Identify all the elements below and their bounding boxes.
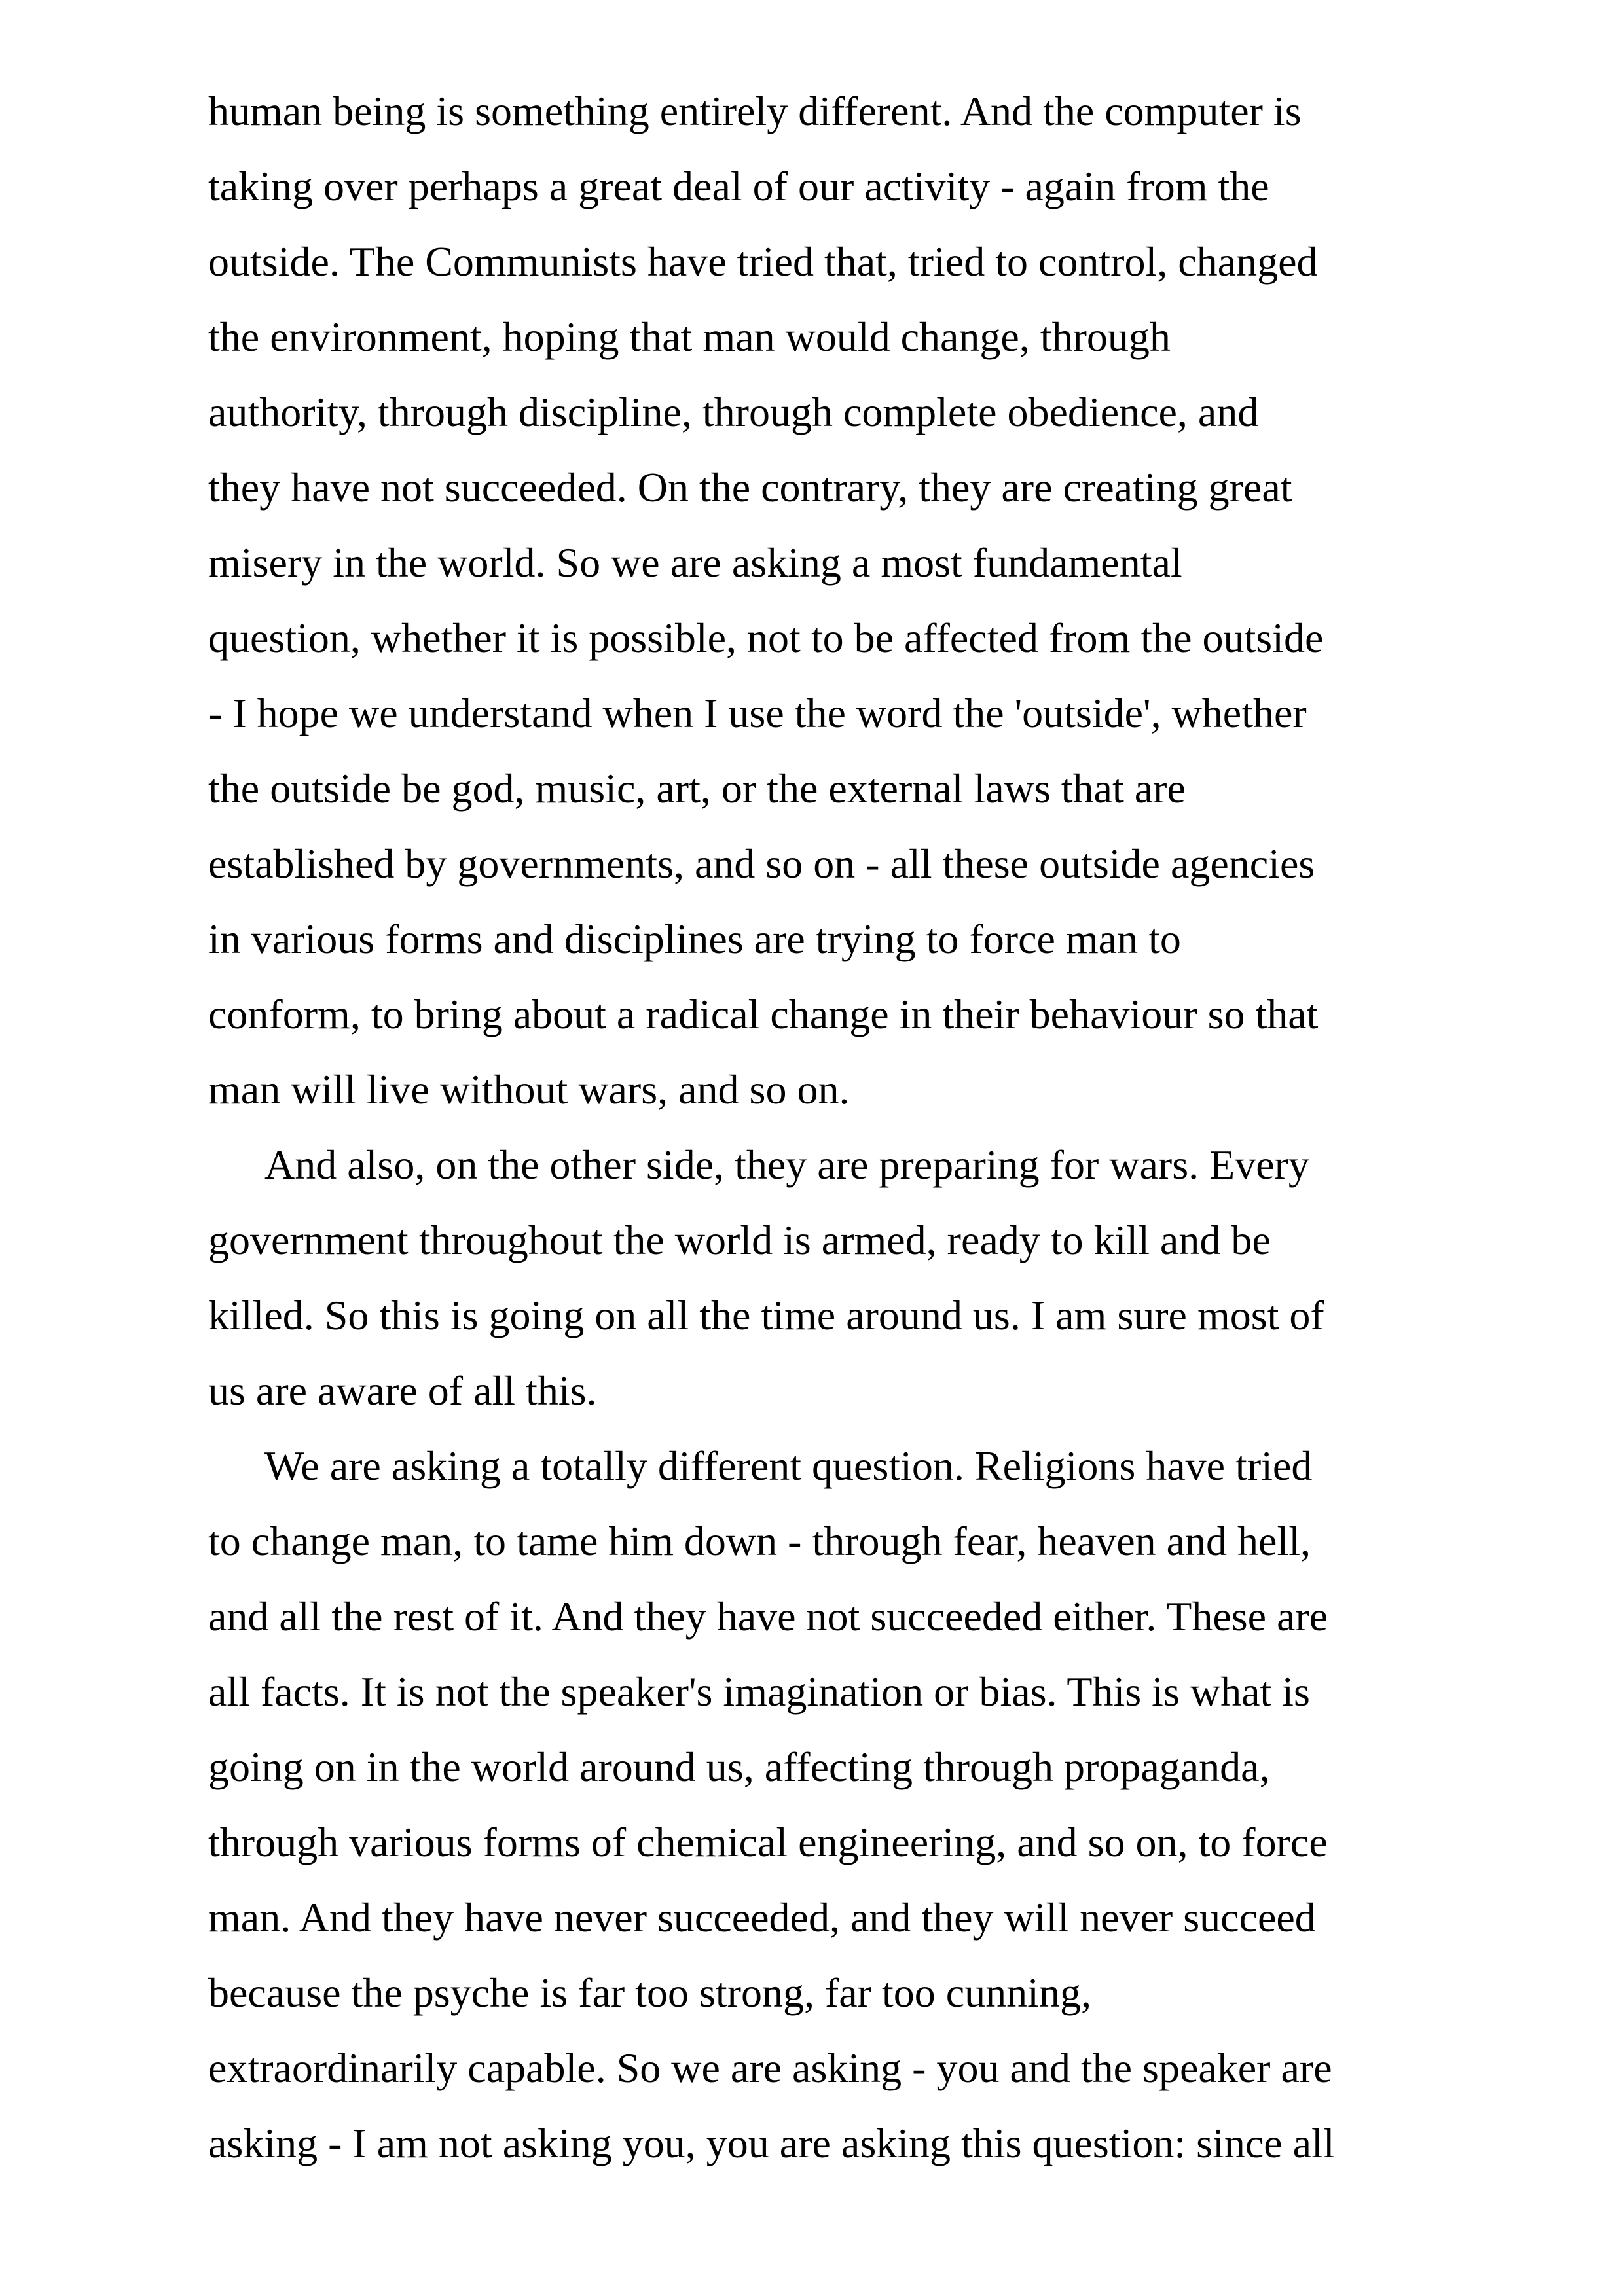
text-line: And also, on the other side, they are preparing for wars. Every bbox=[264, 1141, 1309, 1188]
text-line: they have not succeeded. On the contrary, they are creating great bbox=[208, 464, 1292, 511]
document-page bbox=[208, 73, 1439, 2181]
paragraph-1 bbox=[208, 73, 1439, 1127]
paragraph-3 bbox=[208, 1428, 1439, 2181]
text-line: all facts. It is not the speaker's imagination or bias. This is what is bbox=[208, 1668, 1310, 1715]
text-line: - I hope we understand when I use the word the 'outside', whether bbox=[208, 690, 1307, 736]
text-line: outside. The Communists have tried that, tried to control, changed bbox=[208, 238, 1318, 285]
text-line: asking - I am not asking you, you are asking this question: since all bbox=[208, 2120, 1335, 2166]
text-line: government throughout the world is armed, ready to kill and be bbox=[208, 1217, 1271, 1263]
text-line: killed. So this is going on all the time around us. I am sure most of bbox=[208, 1292, 1324, 1338]
text-line: misery in the world. So we are asking a most fundamental bbox=[208, 539, 1182, 586]
text-line: question, whether it is possible, not to be affected from the outside bbox=[208, 615, 1324, 661]
text-line: and all the rest of it. And they have not succeeded either. These are bbox=[208, 1593, 1328, 1640]
text-line: the environment, hoping that man would change, through bbox=[208, 314, 1171, 360]
text-line: We are asking a totally different question. Religions have tried bbox=[264, 1443, 1313, 1489]
text-line: man will live without wars, and so on. bbox=[208, 1066, 850, 1113]
text-line: human being is something entirely different. And the computer is bbox=[208, 88, 1302, 134]
text-line: going on in the world around us, affecting through propaganda, bbox=[208, 1744, 1270, 1790]
text-line: authority, through discipline, through complete obedience, and bbox=[208, 389, 1259, 435]
text-line: extraordinarily capable. So we are asking - you and the speaker are bbox=[208, 2045, 1332, 2091]
text-line: man. And they have never succeeded, and they will never succeed bbox=[208, 1894, 1316, 1941]
text-line: the outside be god, music, art, or the external laws that are bbox=[208, 765, 1186, 812]
text-line: in various forms and disciplines are trying to force man to bbox=[208, 916, 1181, 962]
text-line: us are aware of all this. bbox=[208, 1367, 597, 1414]
text-line: through various forms of chemical engineering, and so on, to force bbox=[208, 1819, 1328, 1865]
text-line: because the psyche is far too strong, far too cunning, bbox=[208, 1969, 1091, 2016]
text-line: taking over perhaps a great deal of our activity - again from the bbox=[208, 163, 1269, 209]
paragraph-2 bbox=[208, 1127, 1439, 1428]
text-line: conform, to bring about a radical change in their behaviour so that bbox=[208, 991, 1319, 1037]
text-line: to change man, to tame him down - through fear, heaven and hell, bbox=[208, 1518, 1311, 1564]
text-line: established by governments, and so on - all these outside agencies bbox=[208, 840, 1315, 887]
